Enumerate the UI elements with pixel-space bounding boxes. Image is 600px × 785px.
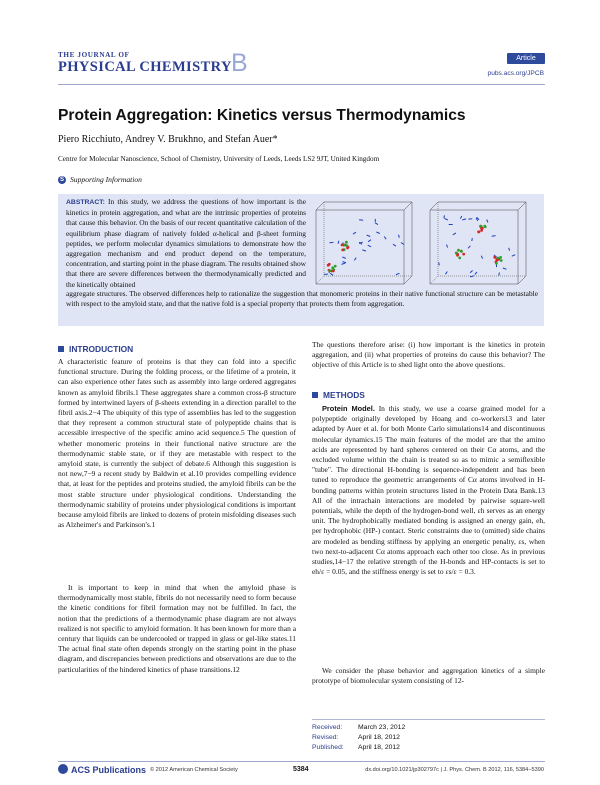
abstract-text: In this study, we address the questions of how important is the kinetics in protein aggregation, and what are the intrinsic properties of proteins that cause this behavior. On the basis of our recent quantitative calculation of the equilibrium phase diagram of natively folded α-helical and β-sheet forming peptides, we perform molecular dynamics simulations to demonstrate how the aggregation mechanism and end product depend on the temperature, concentration, and starting point in the phase diagram. The results obtained show that there are severe differences between the thermodynamically predicted and the kinetically obtained: [66, 197, 306, 289]
received-date: Received: March 23, 2012: [312, 724, 406, 731]
aggregate-cluster: [334, 265, 337, 268]
peptide-fragment: [462, 219, 466, 220]
intro-paragraph-1: A characteristic feature of proteins is that they can fold into a specific functional structure. During the folding process, or the lifetime of a protein, it can also experience other fates such as assembly into large ordered aggregates known as amyloid fibrils.1 These aggregates share a common cross-β structure formed by intertwined layers of β-sheets extending in a direction parallel to the fibril axis.2−4 The ubiquity of this type of assemblies has led to the suggestion that they represent a common structural state of polypeptide chains that is accessible irrespective of the specific amino acid sequence.5 The question of whether monomeric proteins in their functional native structure are the thermodynamic stable state, or if they are metastable with respect to the amyloid state, is currently the subject of debate.6 Although this suggestion is not new,7−9 a recent study by Baldwin et al.10 provides compelling evidence that, at least for the peptides and proteins studied, the amyloid fibrils can be the most stable structure under physiological conditions. Understanding the thermodynamic stability of proteins under physiological conditions is important because amyloid fibrils are linked to dozens of protein misfolding diseases such as Alzheimer's and Parkinson's.1: [58, 357, 296, 530]
methods-paragraph-2: We consider the phase behavior and aggregation kinetics of a simple prototype of biomolecular system consisting of 12-: [312, 666, 545, 686]
peptide-fragment: [368, 240, 371, 242]
peptide-fragment: [453, 233, 456, 235]
copyright: © 2012 American Chemical Society: [150, 767, 238, 773]
journal-top-label: THE JOURNAL OF: [58, 51, 130, 59]
section-bullet: [312, 392, 318, 398]
peptide-fragment: [330, 273, 333, 275]
aggregate-cluster: [341, 249, 344, 252]
header-rule: [58, 84, 545, 85]
revised-date: Revised: April 18, 2012: [312, 734, 400, 742]
peptide-fragment: [445, 272, 447, 275]
page-number: 5384: [293, 766, 309, 773]
peptide-fragment: [461, 216, 462, 219]
aggregate-cluster: [332, 270, 335, 273]
toc-graphic: [312, 198, 540, 288]
section-bullet: [58, 346, 64, 352]
peptide-fragments: [324, 215, 515, 277]
peptide-fragment: [384, 237, 386, 240]
peptide-fragment: [445, 218, 448, 220]
peptide-fragment: [353, 232, 356, 234]
footer-rule: [58, 761, 545, 762]
aggregate-cluster: [345, 241, 348, 244]
aggregate-cluster: [499, 256, 502, 259]
aggregate-cluster: [500, 259, 503, 262]
supporting-info-icon[interactable]: S: [59, 177, 64, 183]
peptide-fragment: [487, 220, 488, 223]
peptide-fragment: [396, 273, 400, 274]
acs-logo-icon: [58, 764, 68, 774]
aggregate-cluster: [328, 263, 331, 266]
peptide-fragment: [468, 246, 470, 249]
dates-rule: [312, 719, 545, 720]
aggregate-cluster: [345, 244, 348, 247]
peptide-fragment: [475, 272, 477, 275]
peptide-fragment: [376, 232, 379, 234]
methods-paragraph-1: [312, 404, 545, 577]
peptide-fragment: [439, 262, 440, 265]
methods-heading: METHODS: [312, 390, 365, 400]
publisher-logo: ACS Publications: [58, 764, 146, 775]
peptide-fragment: [470, 271, 473, 273]
affiliation: Centre for Molecular Nanoscience, School of Chemistry, University of Leeds, Leeds LS2 9JT, United Kingdom: [58, 155, 380, 163]
abstract-text-upper: [66, 197, 306, 290]
author-list: Piero Ricchiuto, Andrey V. Brukhno, and Stefan Auer*: [58, 134, 278, 145]
peptide-fragment: [367, 235, 371, 236]
aggregate-cluster: [481, 227, 484, 230]
doi-citation[interactable]: dx.doi.org/10.1021/jp302797c | J. Phys. Chem. B 2012, 116, 5384−5390: [365, 767, 544, 773]
peptide-fragment: [338, 241, 339, 244]
journal-name: PHYSICAL CHEMISTRY: [58, 59, 232, 75]
aggregate-cluster: [460, 250, 463, 253]
peptide-fragment: [368, 245, 371, 247]
aggregate-cluster: [493, 256, 496, 259]
journal-url-link[interactable]: pubs.acs.org/JPCB: [487, 70, 544, 77]
peptide-fragment: [362, 250, 366, 251]
simulation-box-right: [430, 202, 526, 284]
published-date: Published: April 18, 2012: [312, 744, 400, 752]
peptide-fragment: [492, 236, 496, 237]
publication-dates: [312, 723, 405, 754]
article-title: Protein Aggregation: Kinetics versus Thermodynamics: [58, 107, 466, 124]
aggregate-cluster: [456, 254, 459, 257]
peptide-fragment: [401, 243, 404, 245]
aggregate-cluster: [495, 262, 498, 265]
aggregate-cluster: [478, 230, 481, 233]
peptide-fragment: [343, 262, 347, 263]
aggregate-cluster: [462, 253, 465, 256]
peptide-fragment: [447, 245, 448, 248]
introduction-heading: INTRODUCTION: [58, 344, 133, 354]
peptide-fragment: [512, 255, 515, 257]
peptide-fragment: [499, 273, 500, 276]
peptide-fragment: [481, 256, 482, 259]
methods-text: In this study, we use a coarse grained model for a polypeptide originally developed by Hoang and co-workers13 and later adapted by Auer et al. for both Monte Carlo simulations14 and discontinuous molecular dynamics.15 The main features of the model are that the amino acids are represented by hard spheres centered on their Cα atoms, and the excluded volume within the chain is treated so as to mimic a semiflexible "tube". The directional H-bonding is sequence-independent and has been tuned to reproduce the geometric arrangements of Cα atoms involved in H-bonding patterns within protein structures listed in the Protein Data Bank.13 All of the intrachain interactions are modeled by pairwise square-well potentials, while the depth of the hydrogen-bond well, εh serves as an energy unit. The hydrophobically mediated bonding is assigned an energy gain, eh, per hydrophobic (HP-) contact. Steric constraints due to (omitted) side chains are modeled as bending stiffness by applying an energetic penalty, εs, when two next-to-adjacent Cα atoms approach each other too close. As in previous studies,14−17 the relative strength of the H-bonds and HP-contacts is set to eh/ε = 0.05, and the stiffness energy is set to εs/ε = 0.3.: [312, 404, 545, 577]
aggregate-cluster: [483, 225, 486, 228]
peptide-fragment: [354, 258, 356, 261]
journal-section-letter: B: [231, 49, 248, 77]
peptide-fragment: [393, 244, 396, 246]
abstract-text-lower: aggregate structures. The observed differences help to rationalize the suggestion that monomeric proteins in their native functional structure can be metastable with respect to the amyloid state, and that the native fold is a special property that protects them from aggregation.: [66, 289, 538, 309]
supporting-info-link[interactable]: Supporting Information: [70, 175, 142, 184]
peptide-fragment: [342, 257, 346, 258]
aggregate-cluster: [496, 259, 499, 262]
peptide-fragment: [444, 215, 445, 218]
peptide-fragment: [399, 235, 400, 238]
aggregate-cluster: [328, 269, 331, 272]
peptide-fragment: [509, 248, 510, 251]
abstract-label: ABSTRACT:: [66, 199, 105, 206]
peptide-fragment: [342, 263, 346, 264]
intro-paragraph-2: It is important to keep in mind that when the amyloid phase is thermodynamically most stable, fibrils do not necessarily need to form because the kinetic conditions for fibril formation may not be fulfilled. In fact, the notion that the predictions of a thermodynamic phase diagram are not always realized is not specific to amyloid formation. It has been known for more than a century that liquids can be undercooled or trapped in glass or gel-like states.11 The actual final state often depends strongly on the starting point in the phase diagram, and discrepancies between predictions and observations are due to the particularities of the hindered kinetics of phase transitions.12: [58, 583, 296, 674]
aggregate-cluster: [341, 244, 344, 247]
peptide-fragment: [472, 238, 473, 241]
protein-model-subheading: Protein Model.: [322, 404, 375, 413]
article-type-badge: Article: [507, 53, 545, 64]
questions-paragraph: The questions therefore arise: (i) how important is the kinetics in protein aggregation, and (ii) what properties of proteins do cause this behavior? The objective of this Article is to shed light onto the above questions.: [312, 340, 545, 370]
aggregate-cluster: [457, 249, 460, 252]
peptide-fragment: [503, 268, 507, 269]
aggregate-cluster: [346, 247, 349, 250]
aggregate-cluster: [458, 257, 461, 260]
peptide-fragment: [375, 223, 378, 225]
